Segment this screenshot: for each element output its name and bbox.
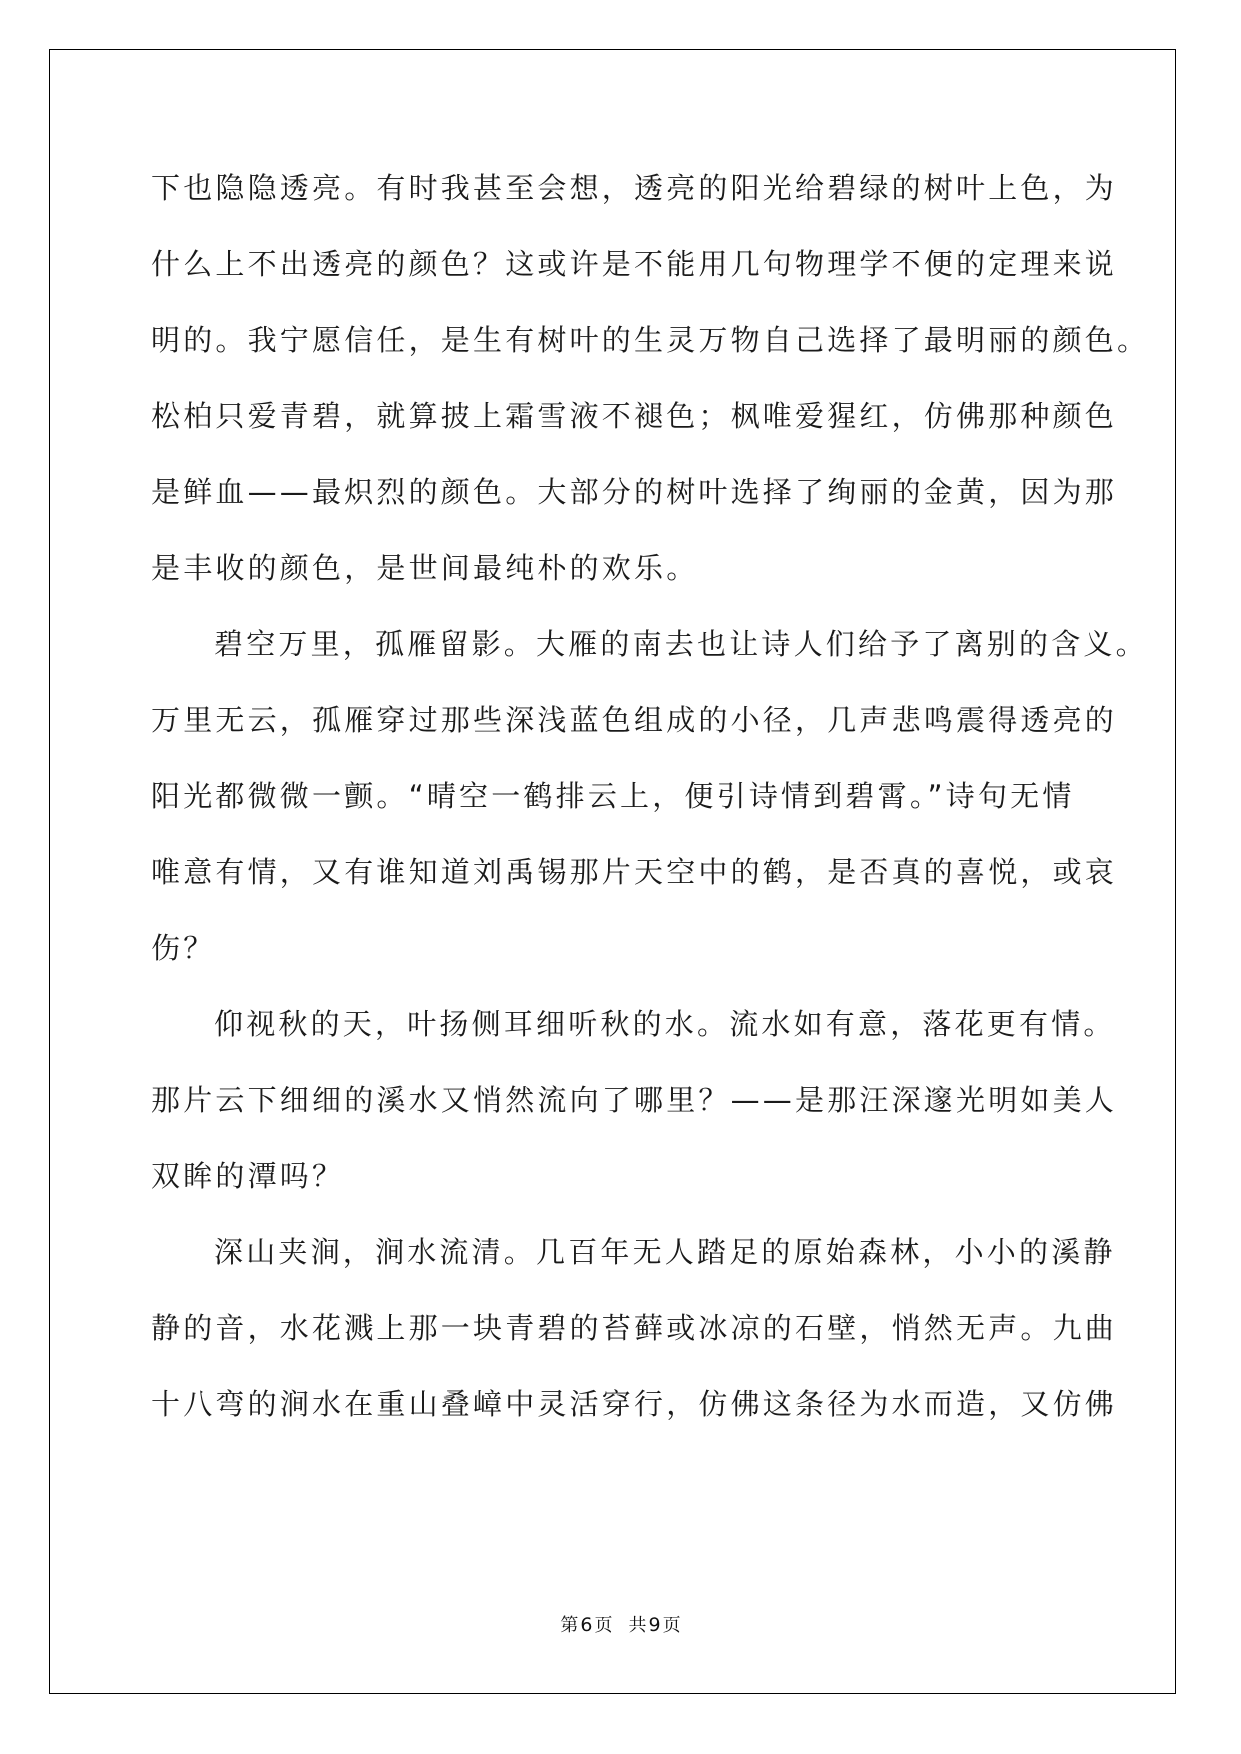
text-line: 下也隐隐透亮。有时我甚至会想，透亮的阳光给碧绿的树叶上色，为 [151, 171, 1118, 205]
text-line: 什么上不出透亮的颜色？这或许是不能用几句物理学不便的定理来说 [151, 247, 1118, 281]
text-line: 十八弯的涧水在重山叠嶂中灵活穿行，仿佛这条径为水而造，又仿佛 [151, 1387, 1118, 1421]
text-line: 静的音，水花溅上那一块青碧的苔藓或冰凉的石壁，悄然无声。九曲 [151, 1311, 1118, 1345]
footer-total-prefix: 共 [628, 1615, 647, 1636]
text-line: 双眸的潭吗？ [151, 1159, 345, 1193]
text-line: 松柏只爱青碧，就算披上霜雪液不褪色；枫唯爱猩红，仿佛那种颜色 [151, 399, 1118, 433]
text-line: 阳光都微微一颤。“晴空一鹤排云上，便引诗情到碧霄。”诗句无情 [151, 779, 1075, 813]
text-line: 明的。我宁愿信任，是生有树叶的生灵万物自己选择了最明丽的颜色。 [151, 323, 1150, 357]
text-line: 是鲜血——最炽烈的颜色。大部分的树叶选择了绚丽的金黄，因为那 [151, 475, 1118, 509]
page-number-footer [0, 1611, 1241, 1637]
paragraph-first-line: 深山夹涧，涧水流清。几百年无人踏足的原始森林，小小的溪静 [214, 1235, 1116, 1269]
current-page-number: 6 [580, 1614, 593, 1636]
paragraph-first-line: 碧空万里，孤雁留影。大雁的南去也让诗人们给予了离别的含义。 [214, 627, 1148, 661]
footer-page-unit: 页 [594, 1615, 613, 1636]
total-page-number: 9 [648, 1614, 661, 1636]
footer-total-unit: 页 [662, 1615, 681, 1636]
text-line: 是丰收的颜色，是世间最纯朴的欢乐。 [151, 551, 699, 585]
footer-prefix: 第 [560, 1615, 579, 1636]
paragraph-first-line: 仰视秋的天，叶扬侧耳细听秋的水。流水如有意，落花更有情。 [214, 1007, 1116, 1041]
document-body [151, 160, 1150, 1452]
text-line: 伤？ [151, 931, 216, 965]
text-line: 万里无云，孤雁穿过那些深浅蓝色组成的小径，几声悲鸣震得透亮的 [151, 703, 1118, 737]
text-line: 唯意有情，又有谁知道刘禹锡那片天空中的鹤，是否真的喜悦，或哀 [151, 855, 1118, 889]
text-line: 那片云下细细的溪水又悄然流向了哪里？——是那汪深邃光明如美人 [151, 1083, 1118, 1117]
